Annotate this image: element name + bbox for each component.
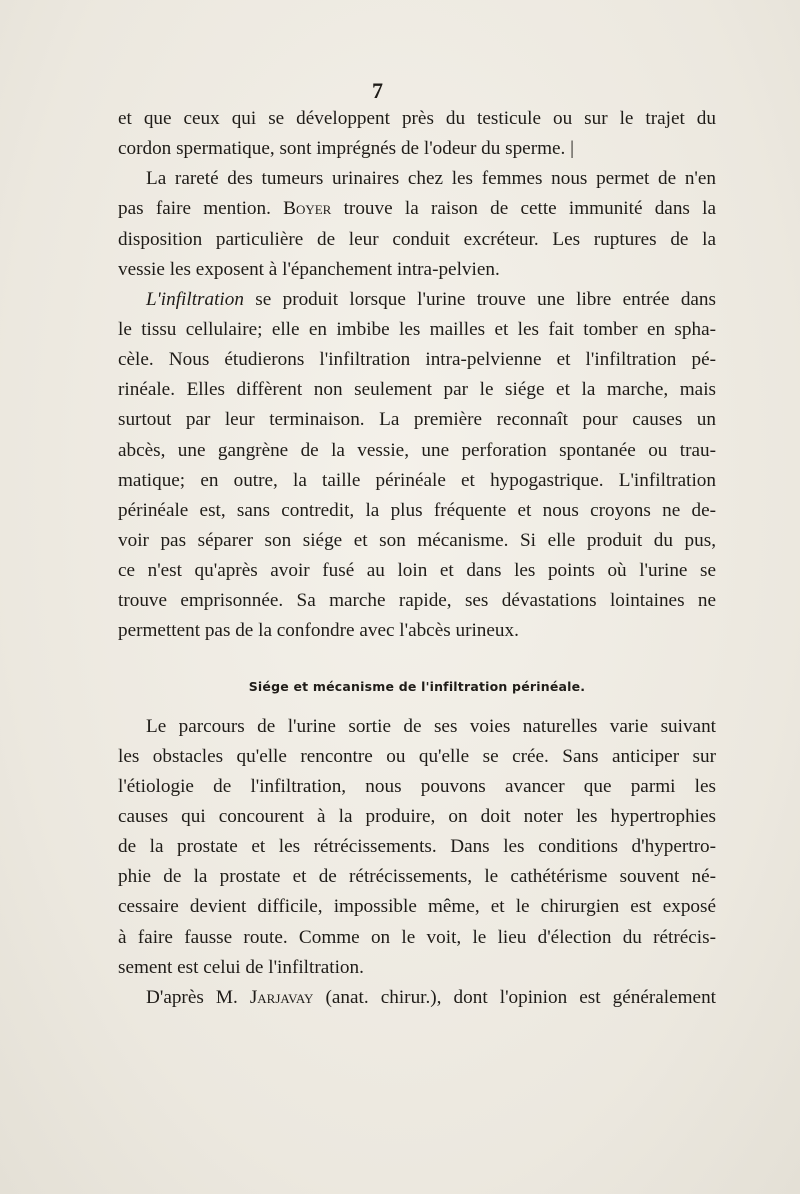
text-line: de la prostate et les rétrécissements. Dans les conditions d'hypertro- [118, 836, 716, 858]
text-line: surtout par leur terminaison. La première reconnaît pour causes un [118, 409, 716, 431]
text-fragment: trouve la raison de cette immunité dans la [331, 198, 716, 220]
text-line [118, 983, 716, 1013]
text-line: voir pas séparer son siége et son mécanisme. Si elle produit du pus, [118, 529, 716, 551]
text-fragment: pas faire mention. [118, 198, 284, 220]
text-line: à faire fausse route. Comme on le voit, le lieu d'élection du rétrécis- [118, 926, 716, 948]
text-line: trouve emprisonnée. Sa marche rapide, ses dévastations lointaines ne [118, 590, 716, 612]
text-line: rinéale. Elles diffèrent non seulement par le siége et la marche, mais [118, 379, 716, 401]
text-line: cordon spermatique, sont imprégnés de l'odeur du sperme. | [118, 138, 574, 160]
text-line: La rareté des tumeurs urinaires chez les femmes nous permet de n'en [146, 168, 716, 190]
text-line: abcès, une gangrène de la vessie, une perforation spontanée ou trau- [118, 439, 716, 461]
text-line [118, 285, 716, 315]
text-fragment: se produit lorsque l'urine trouve une libre entrée dans [243, 288, 716, 310]
author-name: Jarjavay [249, 986, 314, 1008]
page-number: 7 [372, 78, 383, 103]
text-line: l'étiologie de l'infiltration, nous pouvons avancer que parmi les [118, 775, 716, 797]
text-fragment: (anat. chirur.), dont l'opinion est généralement [313, 986, 716, 1008]
text-line: le tissu cellulaire; elle en imbibe les mailles et les fait tomber en spha- [118, 318, 716, 340]
text-line: Le parcours de l'urine sortie de ses voies naturelles varie suivant [146, 715, 716, 737]
section-heading: Siége et mécanisme de l'infiltration périnéale. [248, 678, 586, 694]
text-line: et que ceux qui se développent près du testicule ou sur le trajet du [118, 108, 716, 129]
text-line: sement est celui de l'infiltration. [118, 956, 364, 978]
text-line: cessaire devient difficile, impossible même, et le chirurgien est exposé [118, 896, 716, 918]
author-name: Boyer [283, 198, 332, 220]
text-line: phie de la prostate et de rétrécissements, le cathétérisme souvent né- [118, 866, 716, 888]
text-line: matique; en outre, la taille périnéale et hypogastrique. L'infiltration [118, 469, 716, 491]
text-line: permettent pas de la confondre avec l'abcès urineux. [118, 620, 519, 642]
text-line: périnéale est, sans contredit, la plus fréquente et nous croyons ne de- [118, 499, 716, 521]
text-line: causes qui concourent à la produire, on doit noter les hypertrophies [118, 805, 716, 827]
italic-term: L'infiltration [146, 288, 244, 310]
text-line [118, 194, 716, 224]
text-line: disposition particulière de leur conduit excréteur. Les ruptures de la [118, 228, 716, 250]
text-line: ce n'est qu'après avoir fusé au loin et dans les points où l'urine se [118, 560, 716, 582]
text-line: les obstacles qu'elle rencontre ou qu'elle se crée. Sans anticiper sur [118, 745, 716, 767]
text-line: vessie les exposent à l'épanchement intra-pelvien. [118, 258, 500, 280]
text-line: cèle. Nous étudierons l'infiltration intra-pelvienne et l'infiltration pé- [118, 349, 716, 371]
body-text [118, 104, 716, 1013]
text-fragment: D'après M. [146, 986, 250, 1008]
